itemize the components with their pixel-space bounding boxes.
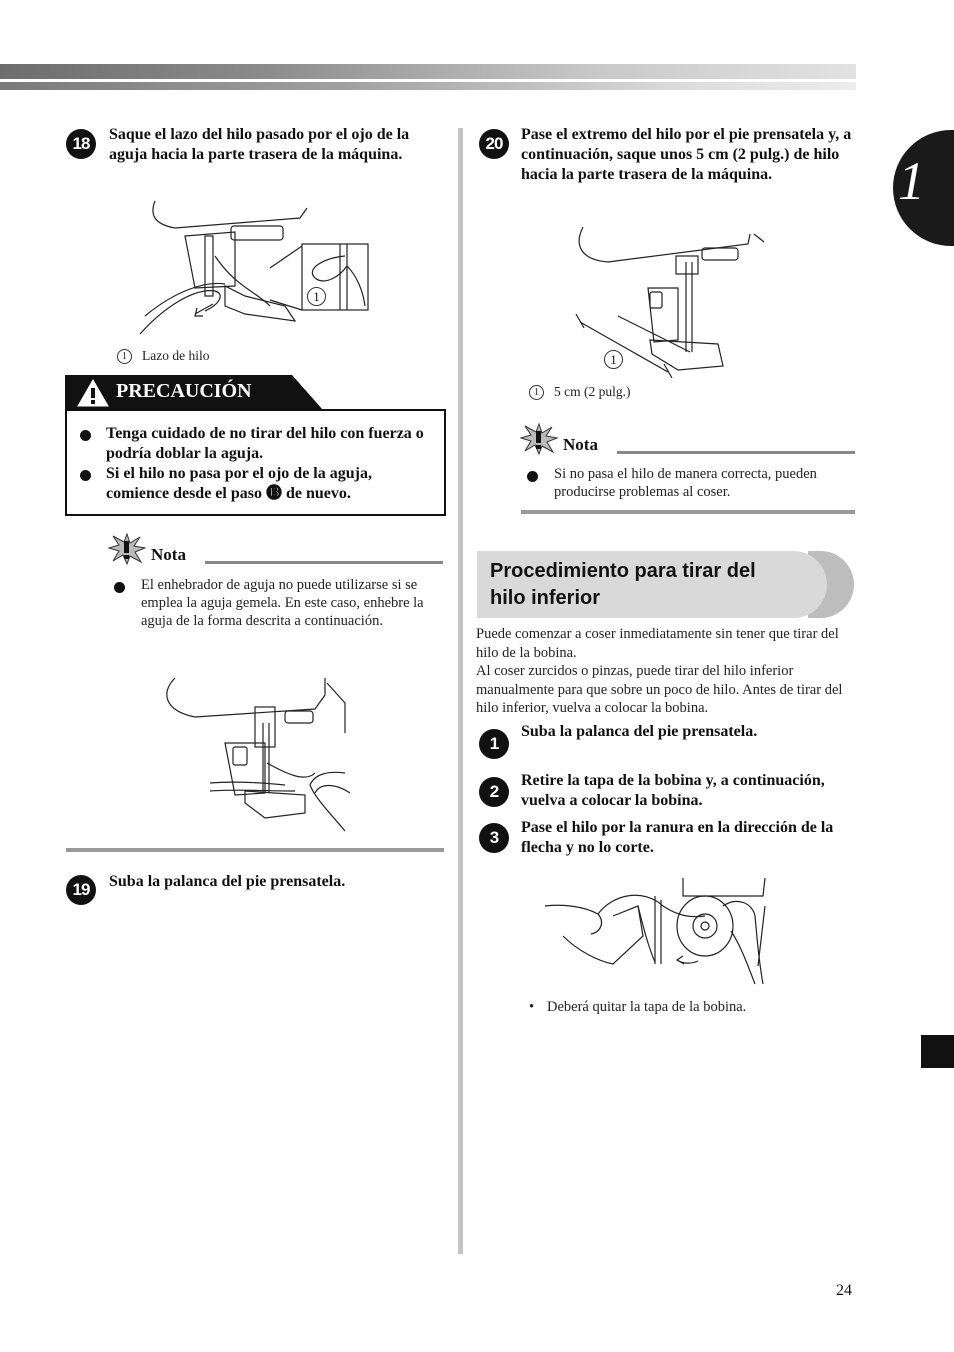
step-1-badge: 1 bbox=[479, 729, 509, 759]
note-label: Nota bbox=[151, 545, 186, 564]
header-bar bbox=[0, 64, 856, 79]
note-label: Nota bbox=[563, 435, 598, 454]
note-item bbox=[114, 576, 444, 630]
step-3-text: Pase el hilo por la ranura en la dirección de la flecha y no lo corte. bbox=[521, 819, 834, 856]
precaution-list bbox=[80, 424, 430, 504]
figure-caption bbox=[117, 348, 209, 364]
callout-1: 1 bbox=[307, 287, 326, 306]
bullet-icon bbox=[80, 470, 91, 481]
precaution-label: PRECAUCIÓN bbox=[116, 380, 252, 402]
step-19-text: Suba la palanca del pie prensatela. bbox=[109, 873, 346, 890]
step-18-text: Saque el lazo del hilo pasado por el ojo de la aguja hacia la parte trasera de la máquina. bbox=[109, 126, 410, 163]
precaution-item-text: Tenga cuidado de no tirar del hilo con fuerza o podría doblar la aguja. bbox=[106, 425, 424, 462]
step-3-badge: 3 bbox=[479, 823, 509, 853]
precaution-item-text: Si el hilo no pasa por el ojo de la aguja, comience desde el paso ⓭ de nuevo. bbox=[106, 465, 372, 502]
caption-text: 5 cm (2 pulg.) bbox=[554, 384, 631, 399]
twin-needle-threading-illustration bbox=[155, 673, 355, 833]
column-divider bbox=[458, 128, 463, 1254]
warning-icon bbox=[76, 378, 110, 408]
section-intro-1: Puede comenzar a coser inmediatamente sin tener que tirar del hilo de la bobina. bbox=[476, 626, 839, 661]
note-item-text: El enhebrador de aguja no puede utilizarse si se emplea la aguja gemela. En este caso, enhebre la aguja de la forma descrita a continuación. bbox=[141, 577, 424, 629]
callout-marker: 1 bbox=[529, 385, 544, 400]
step-19-badge: 19 bbox=[66, 875, 96, 905]
step-20-text: Pase el extremo del hilo por el pie prensatela y, a continuación, saque unos 5 cm (2 pulg.) de hilo hacia la parte trasera de la máquina. bbox=[521, 126, 852, 183]
note-rule bbox=[617, 451, 855, 454]
note-end-rule bbox=[521, 510, 855, 514]
note-end-rule bbox=[66, 848, 444, 852]
section-marker bbox=[921, 1035, 954, 1068]
note-icon bbox=[520, 423, 558, 455]
step-18-badge: 18 bbox=[66, 129, 96, 159]
presser-foot-thread-illustration bbox=[568, 222, 768, 382]
bullet-icon bbox=[114, 582, 125, 593]
figure-caption bbox=[529, 384, 631, 400]
step-2-text: Retire la tapa de la bobina y, a continuación, vuelva a colocar la bobina. bbox=[521, 772, 825, 809]
bullet-note-text: Deberá quitar la tapa de la bobina. bbox=[547, 999, 747, 1015]
section-title: Procedimiento para tirar del hilo inferior bbox=[490, 560, 756, 609]
note-item bbox=[527, 465, 855, 501]
page-number: 24 bbox=[836, 1282, 852, 1299]
section-intro-2: Al coser zurcidos o pinzas, puede tirar del hilo inferior manualmente para que sobre un poco de hilo. Antes de tirar del hilo inferior, vuelva a colocar la bobina. bbox=[476, 663, 843, 716]
precaution-item bbox=[80, 464, 430, 504]
note-icon bbox=[108, 533, 146, 565]
callout-1: 1 bbox=[604, 350, 623, 369]
bullet-icon bbox=[527, 471, 538, 482]
step-2-badge: 2 bbox=[479, 777, 509, 807]
callout-marker: 1 bbox=[117, 349, 132, 364]
step-1-text: Suba la palanca del pie prensatela. bbox=[521, 723, 758, 740]
precaution-item bbox=[80, 424, 430, 464]
step-20-badge: 20 bbox=[479, 129, 509, 159]
needle-thread-loop-illustration bbox=[135, 196, 375, 344]
bullet-note: • Deberá quitar la tapa de la bobina. bbox=[529, 999, 747, 1015]
bobbin-thread-illustration bbox=[543, 876, 773, 988]
note-rule bbox=[205, 561, 443, 564]
header-bar-secondary bbox=[0, 82, 856, 90]
caption-text: Lazo de hilo bbox=[142, 348, 210, 363]
note-item-text: Si no pasa el hilo de manera correcta, pueden producirse problemas al coser. bbox=[554, 466, 817, 500]
chapter-number: 1 bbox=[898, 151, 925, 211]
bullet-icon bbox=[80, 430, 91, 441]
